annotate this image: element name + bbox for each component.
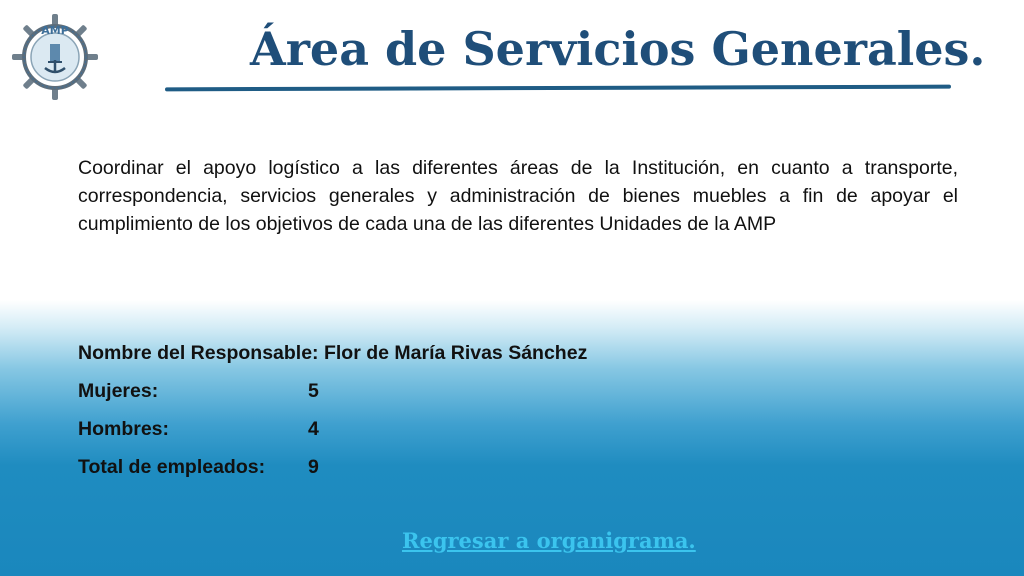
total-label: Total de empleados: <box>78 456 266 478</box>
mujeres-row <box>78 380 778 418</box>
hombres-label: Hombres: <box>78 418 170 440</box>
amp-logo <box>12 14 98 100</box>
page-title: Área de Servicios Generales. <box>250 22 986 76</box>
mujeres-value: 5 <box>308 380 319 402</box>
info-block <box>78 342 778 494</box>
back-to-organigram-link[interactable]: Regresar a organigrama. <box>402 528 696 553</box>
total-value: 9 <box>308 456 319 478</box>
description-paragraph: Coordinar el apoyo logístico a las diferentes áreas de la Institución, en cuanto a transporte, correspondencia, servicios generales y administración de bienes muebles a fin de apoyar el cumplimiento de los objetivos de cada una de las diferentes Unidades de la AMP <box>78 157 958 235</box>
responsable-text: Nombre del Responsable: Flor de María Rivas Sánchez <box>78 342 588 364</box>
title-underline <box>165 85 951 92</box>
svg-text:AMP: AMP <box>41 24 69 37</box>
total-row <box>78 456 778 494</box>
responsable-row <box>78 342 778 380</box>
mujeres-label: Mujeres: <box>78 380 159 402</box>
hombres-row <box>78 418 778 456</box>
hombres-value: 4 <box>308 418 319 440</box>
